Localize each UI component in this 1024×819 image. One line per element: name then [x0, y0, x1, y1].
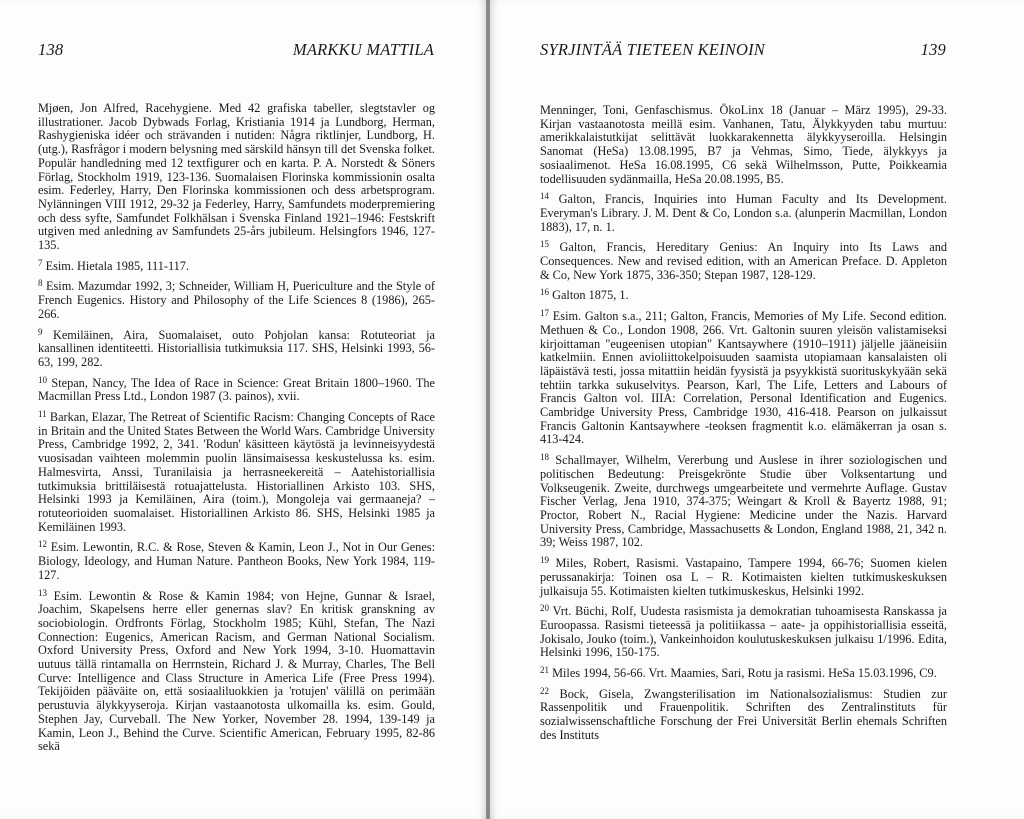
footnotes [540, 104, 947, 750]
footnote-number: 20 [540, 603, 549, 614]
footnote-number: 7 [38, 257, 43, 268]
left-page [0, 0, 486, 819]
running-head: MARKKU MATTILA [292, 40, 434, 59]
footnote-text: Esim. Lewontin, R.C. & Rose, Steven & Kamin, Leon J., Not in Our Genes: Biology, Ideology, and Human Nature. Pantheon Books, New York 1984, 119-127. [38, 540, 435, 582]
page-number: 139 [920, 40, 946, 59]
footnote-text: Schallmayer, Wilhelm, Vererbung und Auslese in ihrer soziologischen und politischen Bedeutung: Preisgekrönte Studie über Volksentartung und Volkseugenik. Zweite, durchwegs umgearbeitete und vermehrte Auflage. Gustav Fischer Verlag, Jena 1910, 374-375; Weingart & Kroll & Bayertz 1988, 91; Proctor, Robert N., Racial Hygiene: Medicine under the Nazis. Harvard University Press, Cambridge, Massachusetts & London, England 1988, 21, 342 n. 39; Weiss 1987, 102. [540, 453, 948, 550]
footnote-number: 16 [540, 287, 549, 298]
footnote-text: Barkan, Elazar, The Retreat of Scientific Racism: Changing Concepts of Race in Britain and the United States Between the World Wars. Cambridge University Press, Cambridge 1992, 2, 341. 'Rodun' käsitteen käytöstä ja levinneisyydestä vuosisadan vaihteen molemmin puolin länsimaisessa keskustelussa ks. esim. Halmesvirta, Anssi, Turanilaisia ja herrasneekereitä – Aatehistoriallisia tutkimuksia brittiläisestä rotuajattelusta. Historiallinen Arkisto 103. SHS, Helsinki 1993 ja Kemiläinen, Aira (toim.), Mongoleja vai germaaneja? –rotuteorioiden suomalaiset. Historiallinen Arkisto 86. SHS, Helsinki 1985 ja Kemiläinen 1993. [38, 410, 435, 534]
footnote-text: Miles, Robert, Rasismi. Vastapaino, Tampere 1994, 66-76; Suomen kielen perussanakirja: Toinen osa L – R. Kotimaisten kielten tutkimuskeskuksen julkaisuja 55. Kotimaisten kielten tutkimuskeskus, Helsinki 1992. [540, 556, 948, 598]
page-number: 138 [38, 40, 64, 59]
footnote [540, 310, 947, 447]
footnote [540, 557, 947, 598]
footnote [540, 454, 947, 550]
footnote-number: 21 [540, 665, 549, 676]
footnote-text: Bock, Gisela, Zwangsterilisation im Nationalsozialismus: Studien zur Rassenpolitik und Frauenpolitik. Schriften des Zentralinstituts für sozialwissenschaftliche Forschung der Frei Universität Berlin ehemals Schriften des Instituts [540, 686, 948, 742]
footnote-number: 13 [38, 587, 47, 598]
footnote-text: Esim. Hietala 1985, 111-117. [45, 258, 190, 273]
footnote-text: Kemiläinen, Aira, Suomalaiset, outo Pohjolan kansa: Rotuteoriat ja kansallinen identiteetti. Historiallisia tutkimuksia 117. SHS, Helsinki 1993, 56-63, 199, 282. [38, 327, 435, 369]
footnote-number: 10 [38, 374, 47, 385]
footnote-continued: Mjøen, Jon Alfred, Racehygiene. Med 42 grafiska tabeller, slegtstavler og illustrationer. Jacob Dybwads Forlag, Kristiania 1914 ja Lundborg, Herman, Rashygieniska idéer och strävanden i nutiden: Några riktlinjer, Lundborg, H. (utg.), Rasfrågor i modern belysning med särskild hänsyn till det Svenska folket. Populär handledning med 12 textfigurer och en karta. P. A. Norstedt & Söners Förlag, Stockholm 1919, 123-136. Suomalaisen Florinska kommissionin osalta esim. Federley, Harry, Den Florinska kommissionen och dess arbetsprogram. Nylänningen VIII 1912, 29-32 ja Federley, Harry, Samfundets moderpremiering och dess syfte, Samfundet Folkhälsan i Svenska Finland 1921–1946: Festskrift utgiven med anledning av Samfundets 25-års jubileum. Helsingfors 1946, 127-135. [38, 101, 435, 253]
footnote-number: 18 [540, 452, 549, 463]
footnote-text: Esim. Galton s.a., 211; Galton, Francis, Memories of My Life. Second edition. Methuen & Co., London 1908, 266. Vrt. Galtonin suuren yleisön valistamiseksi kirjoittaman "eugeenisen utopian" Kantsaywhere (1910–1911) jäljelle jääneisiin katkelmiin. Ennen avioliittokelpoisuuden saamista utopiamaan kansalaisten oli läpäistävä testi, jossa mitattiin heidän fyysistä ja psyykkistä suorituskykyään sekä tehtiin tarkka sukuselvitys. Pearson, Karl, The Life, Letters and Labours of Francis Galton vol. IIIA: Correlation, Personal Identification and Eugenics. Cambridge University Press, Cambridge 1930, 416-418. Pearson on julkaissut Francis Galtonin Kantsaywhere -teoksen fragmentit k.o. elämäkerran ja osan s. 413-424. [540, 309, 947, 447]
footnote-number: 14 [540, 191, 549, 202]
footnote-text: Vrt. Büchi, Rolf, Uudesta rasismista ja demokratian tuhoamisesta Ranskassa ja Euroopassa. Rasismi tieteessä ja politiikassa – aate- ja oppihistoriallisia esseitä, Jokisalo, Jouko (toim.), Vankeinhoidon koulutuskeskuksen julkaisu 1/1996. Edita, Helsinki 1996, 150-175. [540, 604, 947, 660]
footnote-text: Esim. Lewontin & Rose & Kamin 1984; von Hejne, Gunnar & Israel, Joachim, Skapelsens herre eller genernas slav? En kritisk granskning av sociobiologin. Ordfronts Förlag, Stockholm 1985; Kühl, Stefan, The Nazi Connection: Eugenics, American Racism, and German National Socialism. Oxford University Press, Oxford and New York 1994, 3-10. Huomattavin uutuus tällä rintamalla on Herrnstein, Richard J. & Murray, Charles, The Bell Curve: Intelligence and Class Structure in America Life (Free Press 1994). Tekijöiden pääväite on, että sosiaaliluokkien ja 'rotujen' välillä on perimään perustuvia älykkyyseroja. Kirjan vastaanotosta ulkomailla ks. esim. Gould, Stephen Jay, Curveball. The New Yorker, November 28. 1994, 139-149 ja Kamin, Leon J., Behind the Curve. Scientific American, February 1995, 82-86 sekä [38, 588, 435, 754]
footnote-number: 17 [540, 308, 549, 319]
footnote-continued: Menninger, Toni, Genfaschismus. ÖkoLinx 18 (Januar – März 1995), 29-33. Kirjan vastaanotosta meillä esim. Vanhanen, Tatu, Älykkyyden tabu murtuu: amerikkalaistutkijat selittävät luokkarakennetta älykkyyseroilla. Helsingin Sanomat (HeSa) 13.08.1995, B7 ja Vehmas, Simo, Tiede, älykkyys ja sosiaalimenot. HeSa 16.08.1995, C6 sekä Wilhelmsson, Putte, Poikkeamia todellisuuden sydänmailla, HeSa 20.08.1995, B5. [540, 103, 947, 186]
footnote-number: 9 [38, 326, 43, 337]
footnote-text: Galton 1875, 1. [552, 288, 629, 303]
footnote-text: Galton, Francis, Inquiries into Human Faculty and Its Development. Everyman's Library. J. M. Dent & Co, London s.a. (alunperin Macmillan, London 1883), 17, n. 1. [540, 192, 947, 234]
footnote [540, 289, 947, 303]
footnote [540, 193, 947, 234]
footnote-number: 11 [38, 409, 47, 420]
footnote [38, 257, 435, 274]
footnote-text: Esim. Mazumdar 1992, 3; Schneider, William H, Puericulture and the Style of French Eugenics. History and Philosophy of the Life Sciences 8 (1986), 265-266. [38, 279, 435, 321]
footnote-number: 12 [38, 539, 47, 550]
footnote [38, 587, 435, 754]
footnote-number: 22 [540, 685, 549, 696]
footnote [38, 411, 435, 534]
footnote [38, 541, 435, 582]
footnote-number: 8 [38, 278, 43, 289]
footnote-text: Stepan, Nancy, The Idea of Race in Science: Great Britain 1800–1960. The Macmillan Press Ltd., London 1987 (3. painos), xvii. [38, 375, 435, 404]
footnote [38, 280, 435, 321]
footnote-number: 19 [540, 555, 549, 566]
footnote [540, 685, 948, 743]
running-head: SYRJINTÄÄ TIETEEN KEINOIN [540, 40, 766, 59]
footnote-text: Galton, Francis, Hereditary Genius: An Inquiry into Its Laws and Consequences. New and revised edition, with an American Preface. D. Appleton & Co, New York 1875, 336-350; Stepan 1987, 128-129. [540, 240, 947, 282]
footnote [38, 374, 435, 404]
footnotes [38, 102, 435, 761]
right-page [490, 0, 1024, 819]
footnote [540, 241, 947, 282]
footnote [540, 605, 947, 660]
footnote [540, 667, 947, 681]
footnote-text: Miles 1994, 56-66. Vrt. Maamies, Sari, Rotu ja rasismi. HeSa 15.03.1996, C9. [552, 666, 937, 681]
footnote-number: 15 [540, 239, 549, 250]
footnote [38, 326, 435, 370]
